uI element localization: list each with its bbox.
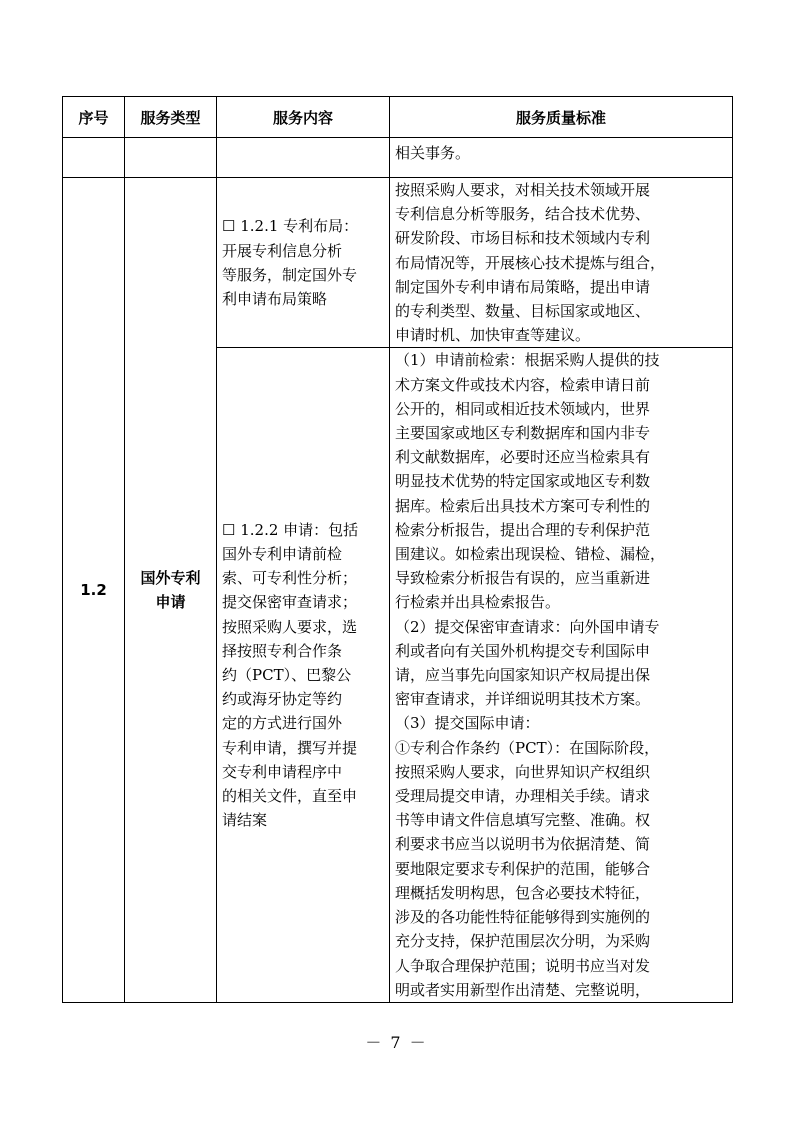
row-2-standard-text: （1）申请前检索：根据采购人提供的技 术方案文件或技术内容，检索申请日前 公开的，相同或相近技术领域内，世界 主要国家或地区专利数据库和国内非专 利文献数据库，必要时还应当检索具有 明显技术优势的特定国家或地区专利数 据库。检索后出具技术方案可专利性的 检索分析报告，提出合理的专利保护范 围建议。如检索出现误检、错检、漏检， 导致检索分析报告有误的，应当重新进 行检索并出具检索报告。 （2）提交保密审查请求：向外国申请专 利或者向有关国外机构提交专利国际申 请，应当事先向国家知识产权局提出保 密审查请求，并详细说明其技术方案。 （3）提交国际申请： ①专利合作条约（PCT）：在国际阶段， 按照采购人要求，向世界知识产权组织 受理局提交申请，办理相关手续。请求 书等申请文件信息填写完整、准确。权 利要求书应当以说明书为依据清楚、简 要地限定要求专利保护的范围，能够合 理概括发明构思，包含必要技术特征， 涉及的各功能性特征能够得到实施例的 充分支持，保护范围层次分明，为采购 人争取合理保护范围；说明书应当对发 明或者实用新型作出清楚、完整说明，: [395, 351, 666, 999]
row-2-content-text: ☐ 1.2.2 申请：包括 国外专利申请前检 索、可专利性分析； 提交保密审查请求； 按照采购人要求，选 择按照专利合作条 约（PCT）、巴黎公 约或海牙协定等约 定的方式进行国外 专利申请，撰写并提 交专利申请程序中 的相关文件，直至申 请结案: [222, 520, 359, 830]
row-1-standard-cell: [390, 178, 733, 348]
group-number: 1.2: [80, 580, 107, 599]
row-1-standard-text: 按照采购人要求，对相关技术领域开展 专利信息分析等服务，结合技术优势、 研发阶段、市场目标和技术领域内专利 布局情况等，开展核心技术提炼与组合， 制定国外专利申请布局策略，提出申请 的专利类型、数量、目标国家或地区、 申请时机、加快审查等建议。: [395, 181, 666, 345]
service-standards-table: [62, 96, 733, 1003]
header-quality-standard: 服务质量标准: [390, 97, 733, 138]
row-2-content-cell: [217, 348, 390, 1002]
continuation-no-cell: [63, 138, 125, 178]
continuation-content-cell: [217, 138, 390, 178]
continuation-standard-cell: [390, 138, 733, 178]
page-number: － 7 －: [365, 1033, 428, 1052]
continuation-type-cell: [125, 138, 217, 178]
continuation-standard-text: 相关事务。: [395, 144, 471, 162]
row-2-standard-cell: [390, 348, 733, 1002]
continuation-row: [63, 138, 733, 178]
group-service-type: 国外专利 申请: [140, 568, 201, 611]
row-1-content-text: ☐ 1.2.1 专利布局： 开展专利信息分析 等服务，制定国外专 利申请布局策略: [222, 217, 359, 308]
group-type-cell: [125, 178, 217, 1003]
table-row: [63, 178, 733, 348]
row-1-content-cell: [217, 178, 390, 348]
header-serial-number: 序号: [63, 97, 125, 138]
header-service-content: 服务内容: [217, 97, 390, 138]
table-header-row: [63, 97, 733, 138]
group-number-cell: [63, 178, 125, 1003]
header-service-type: 服务类型: [125, 97, 217, 138]
